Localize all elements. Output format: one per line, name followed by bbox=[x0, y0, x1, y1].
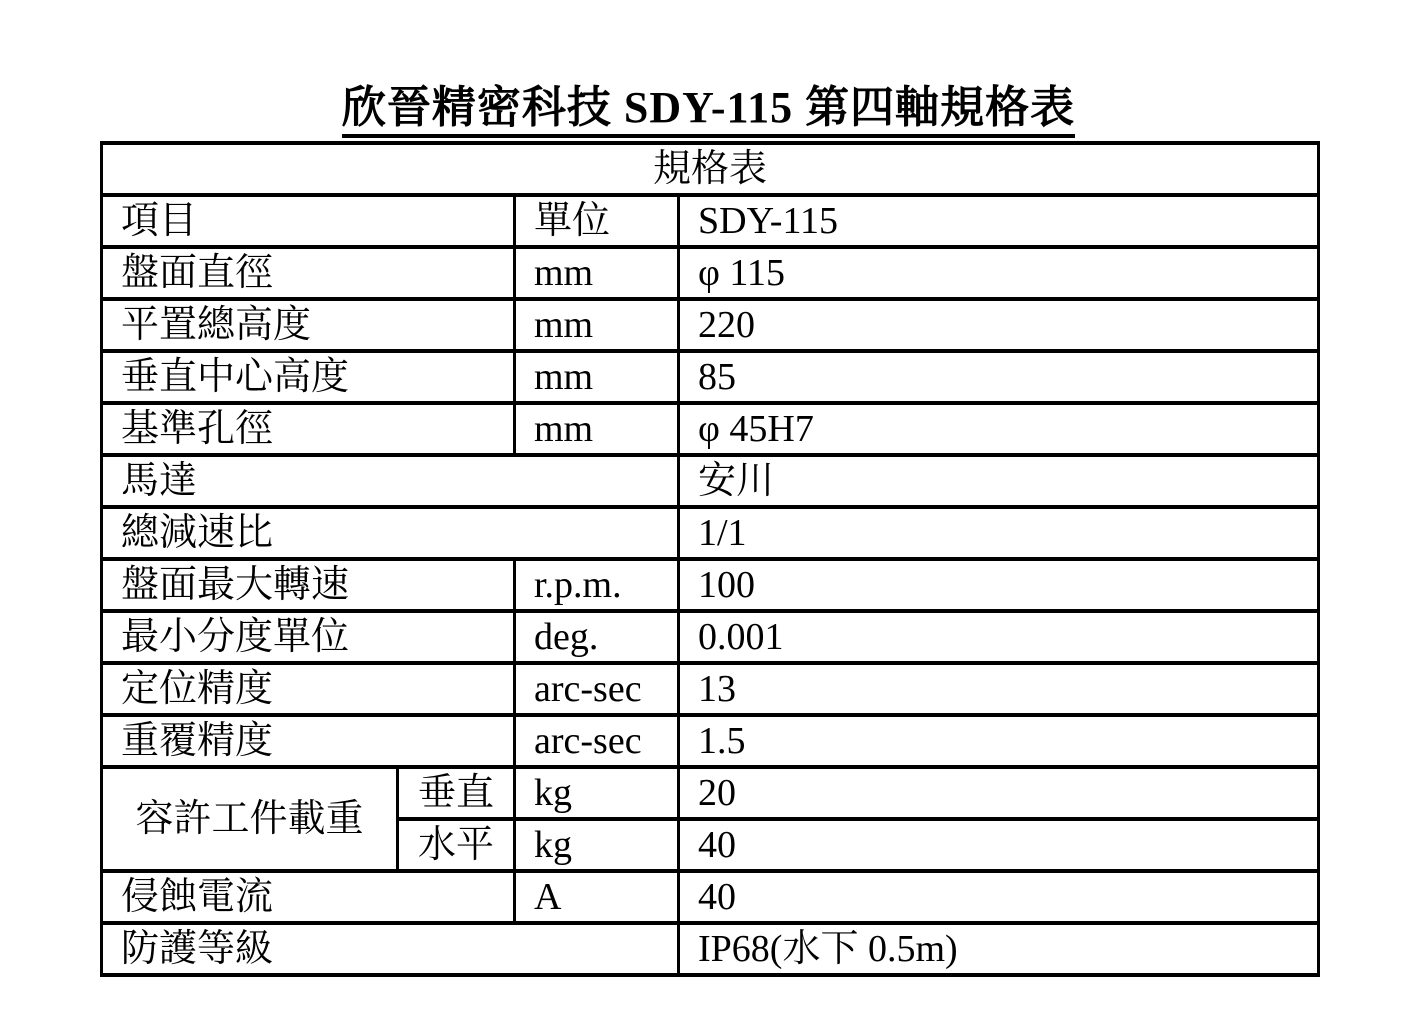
unit-cell: arc-sec bbox=[515, 715, 679, 767]
header-value-cell: SDY-115 bbox=[679, 195, 1319, 247]
unit-cell: mm bbox=[515, 351, 679, 403]
unit-cell: arc-sec bbox=[515, 663, 679, 715]
value-cell: 13 bbox=[679, 663, 1319, 715]
header-unit-cell: 單位 bbox=[515, 195, 679, 247]
table-row bbox=[102, 663, 1319, 715]
sub-item-cell: 水平 bbox=[398, 819, 515, 871]
table-row bbox=[102, 403, 1319, 455]
unit-cell: r.p.m. bbox=[515, 559, 679, 611]
document-title-text: 欣晉精密科技 SDY-115 第四軸規格表 bbox=[342, 84, 1075, 138]
unit-cell: deg. bbox=[515, 611, 679, 663]
item-cell: 平置總高度 bbox=[102, 299, 515, 351]
item-cell: 總減速比 bbox=[102, 507, 679, 559]
table-row bbox=[102, 351, 1319, 403]
unit-cell: mm bbox=[515, 247, 679, 299]
document-page bbox=[0, 84, 1404, 1026]
spec-table bbox=[100, 141, 1320, 977]
value-cell: 0.001 bbox=[679, 611, 1319, 663]
table-row bbox=[102, 871, 1319, 923]
table-row bbox=[102, 715, 1319, 767]
table-row bbox=[102, 923, 1319, 975]
table-row bbox=[102, 455, 1319, 507]
table-caption-row bbox=[102, 143, 1319, 195]
unit-cell: mm bbox=[515, 299, 679, 351]
unit-cell: kg bbox=[515, 767, 679, 819]
unit-cell: mm bbox=[515, 403, 679, 455]
value-cell: 220 bbox=[679, 299, 1319, 351]
value-cell: 100 bbox=[679, 559, 1319, 611]
value-cell: φ 115 bbox=[679, 247, 1319, 299]
value-cell: 安川 bbox=[679, 455, 1319, 507]
value-cell: 1/1 bbox=[679, 507, 1319, 559]
value-cell: 1.5 bbox=[679, 715, 1319, 767]
table-row bbox=[102, 299, 1319, 351]
table-caption: 規格表 bbox=[102, 143, 1319, 195]
item-cell: 盤面直徑 bbox=[102, 247, 515, 299]
item-cell: 基準孔徑 bbox=[102, 403, 515, 455]
item-cell: 侵蝕電流 bbox=[102, 871, 515, 923]
item-cell: 盤面最大轉速 bbox=[102, 559, 515, 611]
value-cell: IP68(水下 0.5m) bbox=[679, 923, 1319, 975]
value-cell: 40 bbox=[679, 819, 1319, 871]
unit-cell: kg bbox=[515, 819, 679, 871]
table-row bbox=[102, 507, 1319, 559]
value-cell: φ 45H7 bbox=[679, 403, 1319, 455]
table-row bbox=[102, 767, 1319, 819]
value-cell: 85 bbox=[679, 351, 1319, 403]
table-row bbox=[102, 559, 1319, 611]
table-header-row bbox=[102, 195, 1319, 247]
value-cell: 40 bbox=[679, 871, 1319, 923]
unit-cell: A bbox=[515, 871, 679, 923]
header-item-cell: 項目 bbox=[102, 195, 515, 247]
item-cell: 最小分度單位 bbox=[102, 611, 515, 663]
sub-item-cell: 垂直 bbox=[398, 767, 515, 819]
document-title bbox=[100, 84, 1317, 138]
item-cell: 防護等級 bbox=[102, 923, 679, 975]
item-cell: 定位精度 bbox=[102, 663, 515, 715]
table-row bbox=[102, 247, 1319, 299]
item-cell: 馬達 bbox=[102, 455, 679, 507]
value-cell: 20 bbox=[679, 767, 1319, 819]
item-cell: 容許工件載重 bbox=[102, 767, 398, 871]
item-cell: 垂直中心高度 bbox=[102, 351, 515, 403]
item-cell: 重覆精度 bbox=[102, 715, 515, 767]
table-row bbox=[102, 611, 1319, 663]
